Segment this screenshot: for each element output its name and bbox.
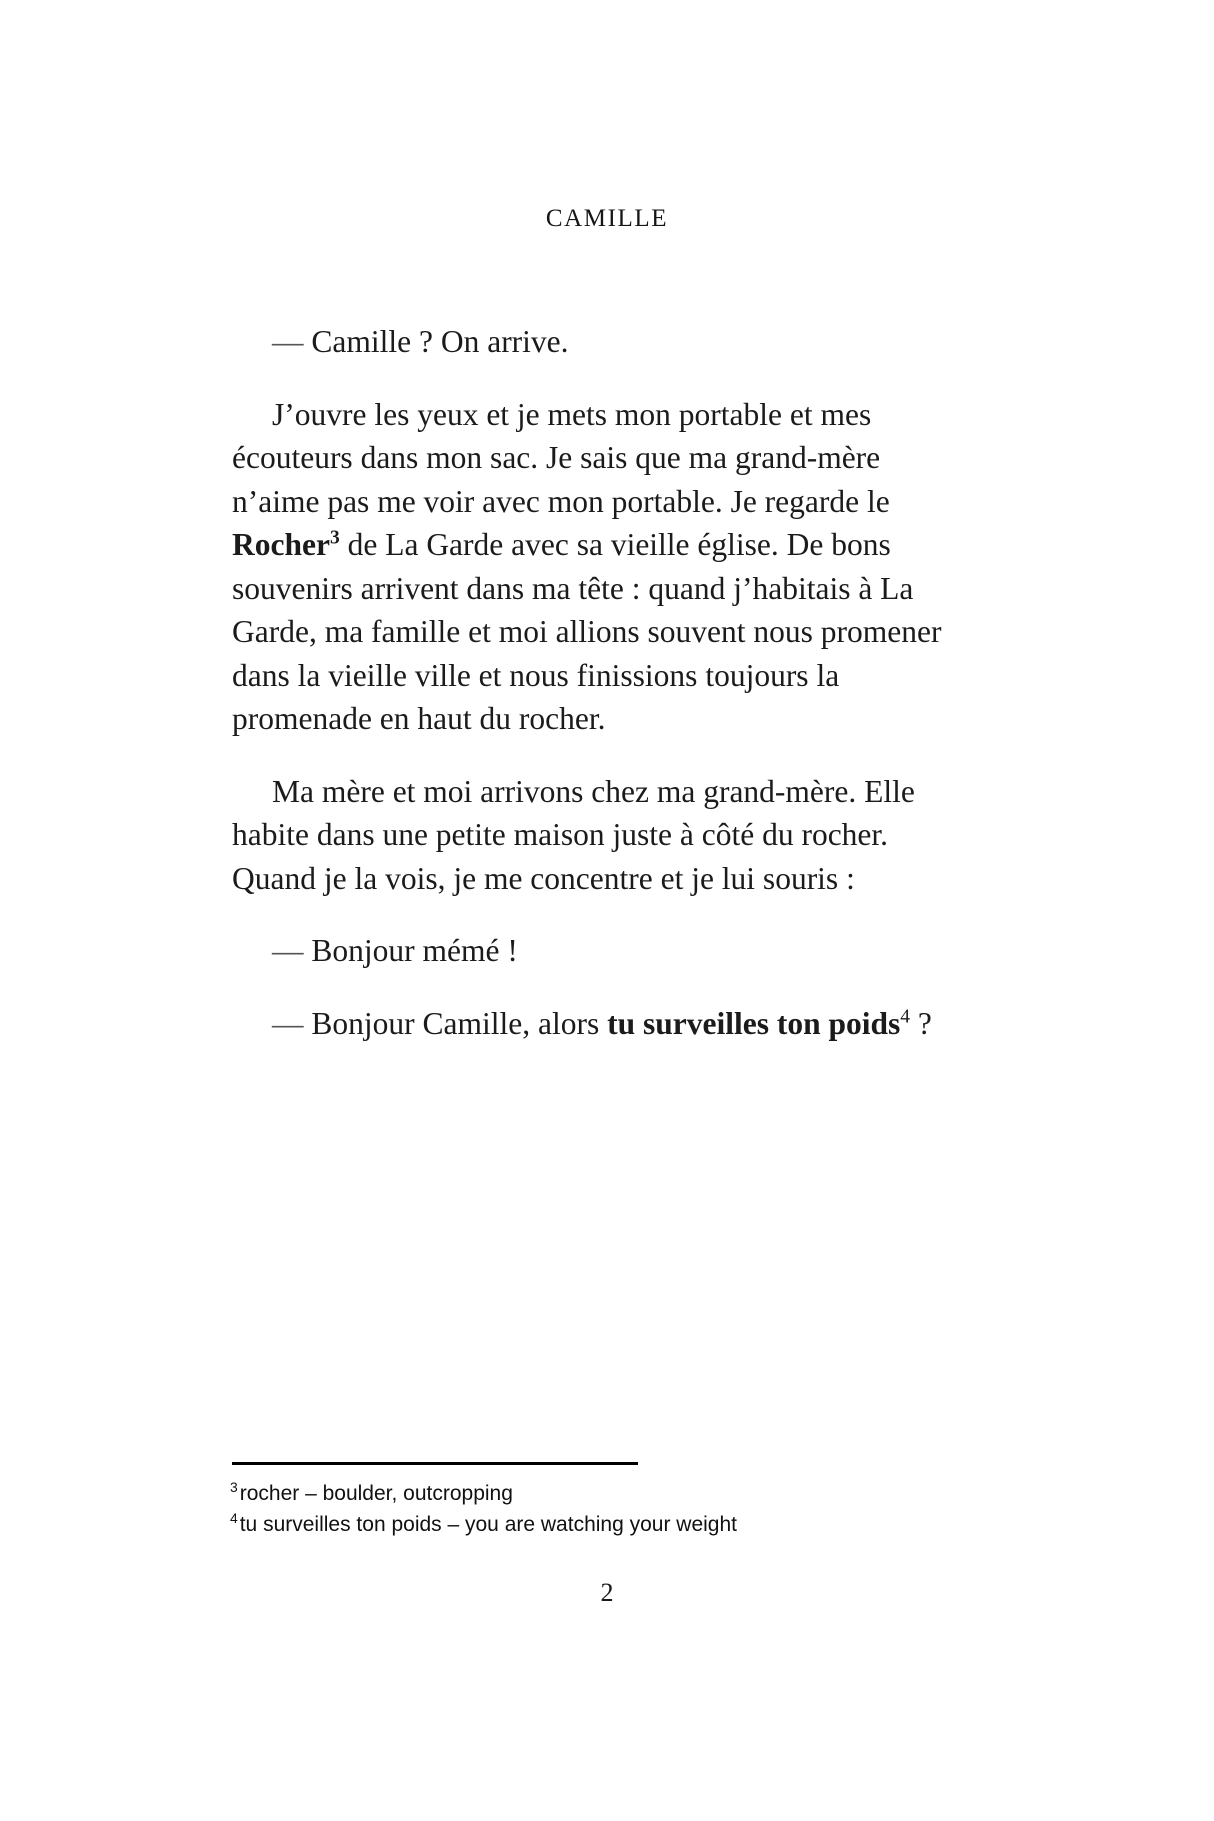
bold-phrase-surveilles-poids: tu surveilles ton poids xyxy=(607,1005,901,1041)
paragraph-text-run-2: ? xyxy=(910,1005,932,1041)
footnote-text: tu surveilles ton poids – you are watching your weight xyxy=(239,1513,737,1536)
paragraph-text: Bonjour mémé ! xyxy=(303,933,518,968)
paragraph-text: Camille ? On arrive. xyxy=(303,324,569,359)
paragraph-dialogue-mother-call xyxy=(232,320,954,364)
paragraph-dialogue-grandmother xyxy=(232,1002,954,1046)
footnote-list xyxy=(230,1478,990,1540)
em-dash: — xyxy=(272,324,304,359)
body-text-column xyxy=(232,320,954,1045)
page-number: 2 xyxy=(600,1578,614,1607)
paragraph-narration-wakeup xyxy=(232,393,954,741)
paragraph-dialogue-greeting xyxy=(232,929,954,973)
em-dash: — xyxy=(272,933,304,968)
footnote-text: rocher – boulder, outcropping xyxy=(239,1482,513,1505)
footnote-marker: 3 xyxy=(230,1479,238,1495)
bold-term-rocher: Rocher xyxy=(232,527,330,562)
paragraph-text: Ma mère et moi arrivons chez ma grand-mère. Elle habite dans une petite maison juste à côté du rocher. Quand je la vois, je me concentre et je lui souris : xyxy=(232,773,915,896)
footnote-marker: 4 xyxy=(230,1510,238,1526)
footnote-ref-4[interactable]: 4 xyxy=(900,1006,911,1027)
footnote-item-3 xyxy=(230,1478,990,1509)
running-header: CAMILLE xyxy=(545,205,669,232)
footnote-item-4 xyxy=(230,1509,990,1540)
em-dash: — xyxy=(272,1005,304,1041)
paragraph-text-run-1: J’ouvre les yeux et je mets mon portable et mes écouteurs dans mon sac. Je sais que ma grand-mère n’aime pas me voir avec mon portable. Je regarde le xyxy=(232,396,890,519)
paragraph-narration-arrival xyxy=(232,770,954,901)
footnote-separator-rule xyxy=(232,1462,638,1465)
footnote-ref-3[interactable]: 3 xyxy=(329,527,340,549)
paragraph-text-run-2: de La Garde avec sa vieille église. De bons souvenirs arrivent dans ma tête : quand j’habitais à La Garde, ma famille et moi allions souvent nous promener dans la vieille ville et nous finissions toujours la promenade en haut du rocher. xyxy=(232,527,942,736)
paragraph-text-run-1: Bonjour Camille, alors xyxy=(303,1005,608,1041)
